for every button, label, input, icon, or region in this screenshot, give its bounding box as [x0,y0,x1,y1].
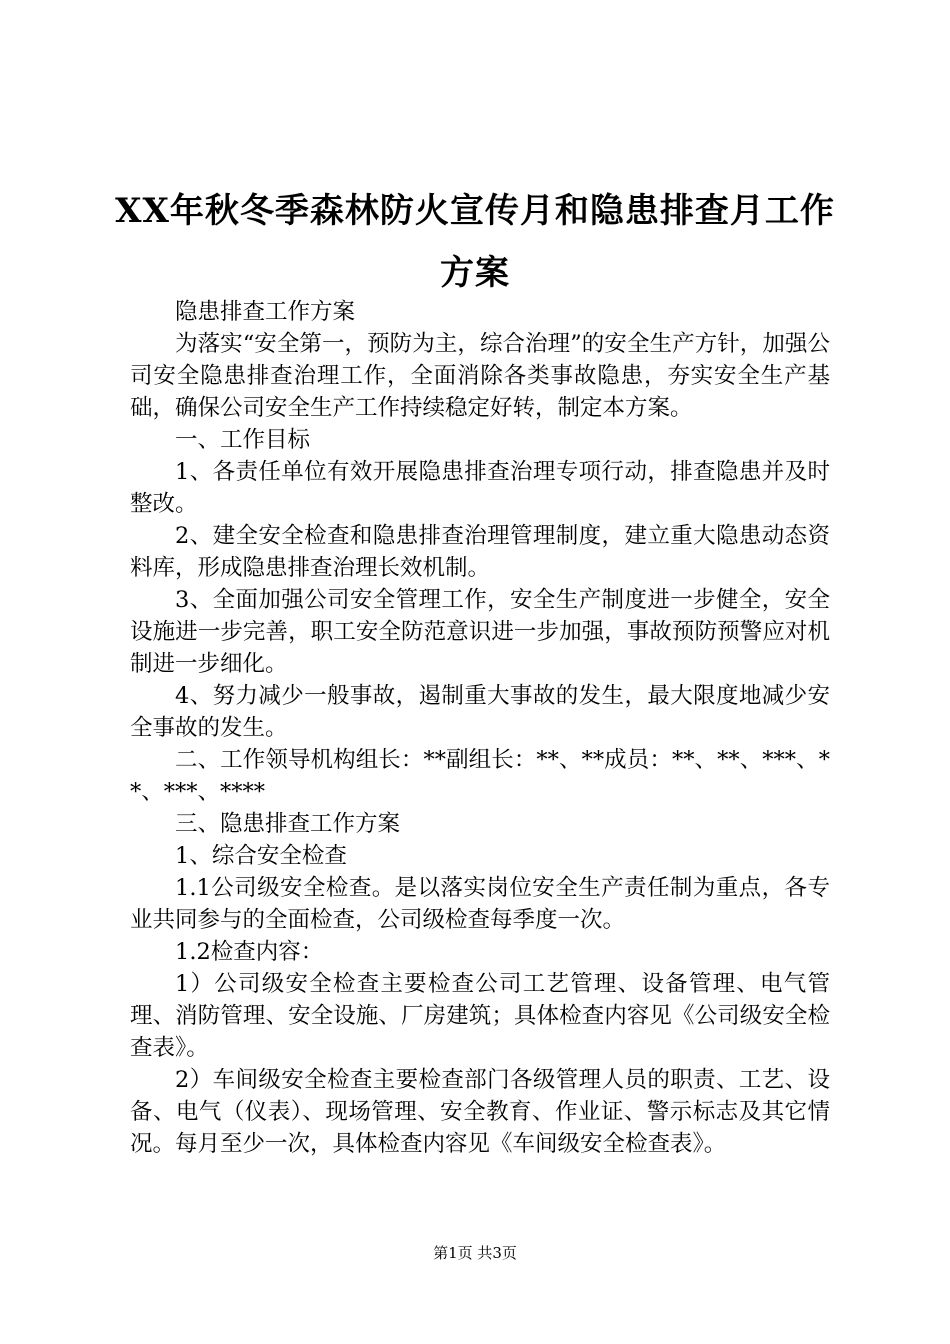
paragraph-leadership: 二、工作领导机构组长：**副组长：**、**成员：**、**、***、**、***、**** [130,747,830,805]
paragraph-company-check-items: 1）公司级安全检查主要检查公司工艺管理、设备管理、电气管理、消防管理、安全设施、厂房建筑；具体检查内容见《公司级安全检查表》。 [130,971,830,1061]
heading-work-goals: 一、工作目标 [175,427,311,453]
paragraph-goal-1: 1、各责任单位有效开展隐患排查治理专项行动，排查隐患并及时整改。 [130,459,830,517]
paragraph-goal-4: 4、努力减少一般事故，遏制重大事故的发生，最大限度地减少安全事故的发生。 [130,683,830,741]
paragraph-intro: 为落实“安全第一，预防为主，综合治理”的安全生产方针，加强公司安全隐患排查治理工作，全面消除各类事故隐患，夯实安全生产基础，确保公司安全生产工作持续稳定好转，制定本方案。 [130,331,830,421]
heading-comprehensive-check: 1、综合安全检查 [175,843,347,869]
paragraph-goal-3: 3、全面加强公司安全管理工作，安全生产制度进一步健全，安全设施进一步完善，职工安全防范意识进一步加强，事故预防预警应对机制进一步细化。 [130,587,830,677]
paragraph-company-check: 1.1公司级安全检查。是以落实岗位安全生产责任制为重点，各专业共同参与的全面检查，公司级检查每季度一次。 [130,875,830,933]
document-body [130,296,830,1160]
document-title: XX年秋冬季森林防火宣传月和隐患排查月工作方案 [115,191,835,293]
paragraph-workshop-check-items: 2）车间级安全检查主要检查部门各级管理人员的职责、工艺、设备、电气（仪表）、现场管理、安全教育、作业证、警示标志及其它情况。每月至少一次，具体检查内容见《车间级安全检查表》。 [130,1067,830,1157]
paragraph-goal-2: 2、建全安全检查和隐患排查治理管理制度，建立重大隐患动态资料库，形成隐患排查治理长效机制。 [130,523,830,581]
heading-check-content: 1.2检查内容： [175,939,324,965]
heading-inspection-plan: 三、隐患排查工作方案 [175,811,401,837]
paragraph-section-heading: 隐患排查工作方案 [175,299,356,325]
page-footer: 第1页 共3页 [433,1244,517,1262]
